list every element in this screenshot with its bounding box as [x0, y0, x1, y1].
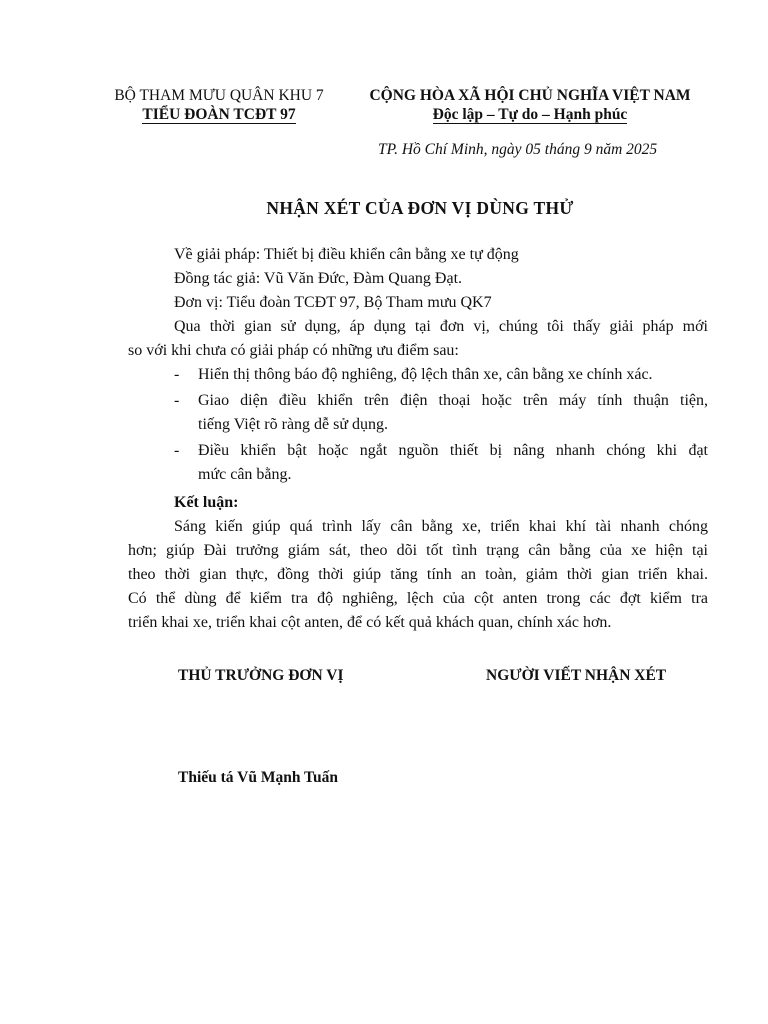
unit-line: Đơn vị: Tiểu đoàn TCĐT 97, Bộ Tham mưu QK7	[174, 294, 492, 311]
bullet-dash: -	[174, 366, 180, 383]
conclusion-line: theo thời gian thực, đồng thời giúp tăng tính an toàn, giảm thời gian triển khai.	[128, 566, 708, 583]
document-title: NHẬN XÉT CỦA ĐƠN VỊ DÙNG THỬ	[266, 198, 574, 218]
motto: Độc lập – Tự do – Hạnh phúc	[432, 106, 628, 123]
country-name: CỘNG HÒA XÃ HỘI CHỦ NGHĨA VIỆT NAM	[369, 87, 691, 104]
bullet-dash: -	[174, 392, 180, 409]
intro-line-1: Qua thời gian sử dụng, áp dụng tại đơn vị, chúng tôi thấy giải pháp mới	[174, 318, 708, 335]
document-date: TP. Hồ Chí Minh, ngày 05 tháng 9 năm 2025	[378, 141, 658, 158]
conclusion-line: Có thể dùng để kiểm tra độ nghiêng, lệch của cột anten trong các đợt kiểm tra	[128, 590, 708, 607]
authors-line: Đồng tác giả: Vũ Văn Đức, Đàm Quang Đạt.	[174, 270, 463, 287]
conclusion-line: hơn; giúp Đài trưởng giám sát, theo dõi tốt tình trạng cân bằng của xe hiện tại	[128, 542, 708, 559]
intro-line-2: so với khi chưa có giải pháp có những ưu điểm sau:	[128, 342, 459, 359]
advantage-item	[128, 363, 708, 387]
advantage-text-continued: tiếng Việt rõ ràng dễ sử dụng.	[198, 416, 389, 433]
bullet-dash: -	[174, 442, 180, 459]
document-body	[128, 243, 708, 635]
national-motto	[344, 86, 716, 124]
commander-name: Thiếu tá Vũ Mạnh Tuấn	[178, 769, 338, 786]
advantage-text: Điều khiển bật hoặc ngắt nguồn thiết bị nâng nhanh chóng khi đạt	[198, 442, 708, 459]
advantage-text: Hiển thị thông báo độ nghiêng, độ lệch thân xe, cân bằng xe chính xác.	[198, 366, 653, 383]
issuing-organization	[104, 86, 334, 124]
org-unit: TIỂU ĐOÀN TCĐT 97	[142, 106, 296, 123]
conclusion-heading: Kết luận:	[174, 494, 239, 511]
advantage-item	[128, 439, 708, 487]
advantage-text: Giao diện điều khiển trên điện thoại hoặc trên máy tính thuận tiện,	[198, 392, 708, 409]
conclusion-line: Sáng kiến giúp quá trình lấy cân bằng xe, triển khai khí tài nhanh chóng	[174, 518, 708, 535]
org-parent: BỘ THAM MƯU QUÂN KHU 7	[114, 87, 324, 104]
advantage-item	[128, 389, 708, 437]
conclusion-line: triển khai xe, triển khai cột anten, để có kết quả khách quan, chính xác hơn.	[128, 614, 612, 631]
advantage-text-continued: mức cân bằng.	[198, 466, 292, 483]
reviewer-signature-title: NGƯỜI VIẾT NHẬN XÉT	[486, 667, 667, 684]
solution-line: Về giải pháp: Thiết bị điều khiển cân bằng xe tự động	[174, 246, 519, 263]
commander-signature-title: THỦ TRƯỞNG ĐƠN VỊ	[178, 667, 344, 684]
